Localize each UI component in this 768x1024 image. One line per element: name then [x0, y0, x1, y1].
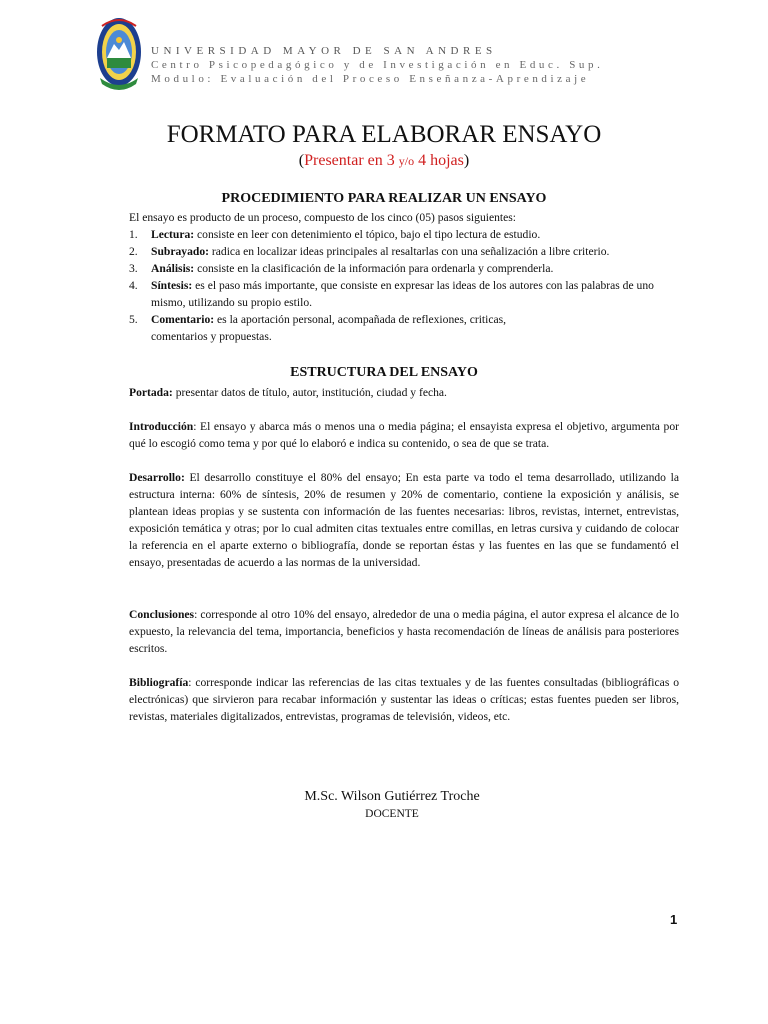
structure-portada: Portada: presentar datos de título, autor, institución, ciudad y fecha.	[129, 386, 447, 399]
document-title: FORMATO PARA ELABORAR ENSAYO	[166, 121, 602, 148]
structure-introduccion: Introducción: El ensayo y abarca más o menos una o media página; el ensayista expresa el objetivo, argumenta por qué lo escogió como tema y por qué lo elaboró e indica su contenido, o sea de que se trata.	[129, 420, 679, 450]
center-name: Centro Psicopedagógico y de Investigación en Educ. Sup.	[151, 59, 604, 71]
module-name: Modulo: Evaluación del Proceso Enseñanza-Aprendizaje	[151, 73, 590, 85]
university-seal-icon	[96, 16, 142, 94]
signature-name: M.Sc. Wilson Gutiérrez Troche	[304, 789, 480, 804]
page-number: 1	[670, 912, 678, 927]
institution-header	[151, 44, 603, 86]
procedure-steps-list	[129, 226, 679, 345]
document-subtitle: (Presentar en 3 y/o 4 hojas)	[298, 152, 470, 169]
procedure-heading: PROCEDIMIENTO PARA REALIZAR UN ENSAYO	[221, 191, 547, 206]
list-item: 5. Comentario: es la aportación personal, acompañada de reflexiones, criticas, comentarios y propuestas.	[129, 313, 507, 343]
signature-role: DOCENTE	[365, 808, 419, 820]
list-item: 4. Síntesis: es el paso más importante, que consiste en expresar las ideas de los autores con las palabras de uno mismo, utilizando su propio estilo.	[129, 279, 654, 309]
structure-conclusiones: Conclusiones: corresponde al otro 10% del ensayo, alrededor de una o media página, el autor expresa el alcance de lo expuesto, la relevancia del tema, importancia, beneficios y hasta recomendación de líneas de análisis para posteriores escritos.	[129, 608, 679, 655]
structure-bibliografia: Bibliografía: corresponde indicar las referencias de las citas textuales y de las fuentes consultadas (bibliográficas o electrónicas) que sirvieron para recabar información y sustentar las ideas o críticas; estas fuentes pueden ser libros, revistas, materiales digitalizados, entrevistas, programas de televisión, videos, etc.	[129, 676, 679, 723]
list-item: 1. Lectura: consiste en leer con detenimiento el tópico, bajo el tipo lectura de estudio.	[129, 228, 541, 241]
structure-desarrollo: Desarrollo: El desarrollo constituye el 80% del ensayo; En esta parte va todo el tema desarrollado, utilizando la estructura interna: 60% de síntesis, 20% de resumen y 20% de comentario, contiene la exposición y análisis, se plantean ideas propias y se sustenta con información de las fuentes necesarias: libros, revistas, internet, entrevistas, exposición temática y otras; por lo cual admiten citas textuales entre comillas, en letras cursiva y cuidando de colocar la referencia en el aparte externo o bibliografía, donde se reportan éstas y las fuentes en las que se fundamentó el ensayo, presentadas de acuerdo a las normas de la universidad.	[129, 471, 679, 569]
list-item: 3. Análisis: consiste en la clasificación de la información para ordenarla y comprenderla.	[129, 262, 554, 275]
structure-heading: ESTRUCTURA DEL ENSAYO	[290, 365, 478, 380]
procedure-intro: El ensayo es producto de un proceso, compuesto de los cinco (05) pasos siguientes:	[129, 211, 517, 224]
university-name: UNIVERSIDAD MAYOR DE SAN ANDRES	[151, 45, 497, 57]
list-item: 2. Subrayado: radica en localizar ideas principales al resaltarlas con una señalización a libre criterio.	[129, 245, 610, 258]
